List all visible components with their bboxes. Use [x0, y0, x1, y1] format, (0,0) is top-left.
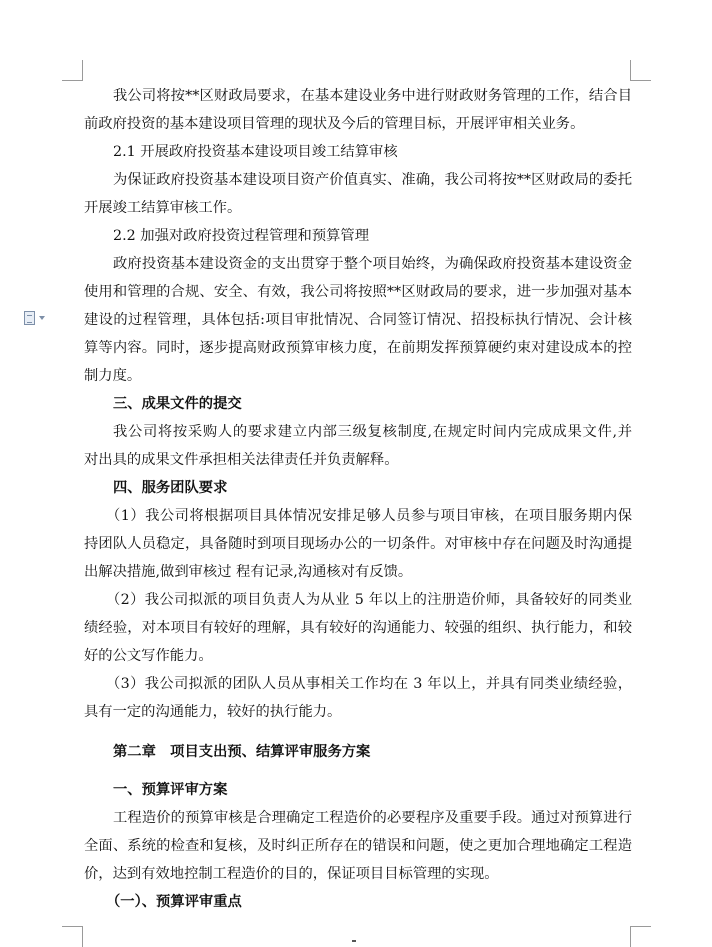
body-text-line: 价，达到有效地控制工程造价的目的，保证项目目标管理的实现。: [84, 866, 499, 882]
body-text-line: 对出具的成果文件承担相关法律责任并负责解释。: [84, 452, 399, 468]
section-heading-1: 一、预算评审方案: [113, 782, 228, 798]
body-text-line: 政府投资基本建设资金的支出贯穿于整个项目始终，为确保政府投资基本建设资金: [113, 256, 632, 272]
body-text-line: 算等内容。同时，逐步提高财政预算审核力度，在前期发挥预算硬约束对建设成本的控: [84, 340, 632, 356]
subsection-heading: （一）、预算评审重点: [106, 894, 242, 910]
body-text-line: 我公司将按**区财政局要求，在基本建设业务中进行财政财务管理的工作，结合目: [113, 88, 632, 104]
section-heading-2-2: 2.2 加强对政府投资过程管理和预算管理: [113, 228, 370, 244]
chapter-title: 第二章 项目支出预、结算评审服务方案: [113, 744, 371, 760]
chevron-down-icon: [39, 316, 45, 320]
section-heading-3: 三、成果文件的提交: [113, 396, 242, 412]
section-heading-2-1: 2.1 开展政府投资基本建设项目竣工结算审核: [113, 144, 398, 160]
page-corner-mark-top-left: [62, 60, 83, 81]
body-text-line: 为保证政府投资基本建设项目资产价值真实、准确，我公司将按**区财政局的委托: [113, 172, 632, 188]
body-text-line: 前政府投资的基本建设项目管理的现状及今后的管理目标，开展评审相关业务。: [84, 116, 585, 132]
body-text-line: 好的公文写作能力。: [84, 648, 213, 664]
body-text-line: 全面、系统的检查和复核，及时纠正所存在的错误和问题，使之更加合理地确定工程造: [84, 838, 632, 854]
section-heading-4: 四、服务团队要求: [113, 480, 228, 496]
body-text-line: 具有一定的沟通能力，较好的执行能力。: [84, 704, 342, 720]
body-text-line: 我公司将按采购人的要求建立内部三级复核制度,在规定时间内完成成果文件,并: [113, 424, 632, 440]
body-text-line: （2）我公司拟派的项目负责人为从业 5 年以上的注册造价师，具备较好的同类业: [106, 592, 632, 608]
body-text-line: 持团队人员稳定，具备随时到项目现场办公的一切条件。对审核中存在问题及时沟通提: [84, 536, 632, 552]
body-text-line: 开展竣工结算审核工作。: [84, 200, 242, 216]
body-text-line: 建设的过程管理，具体包括:项目审批情况、合同签订情况、招投标执行情况、会计核: [84, 312, 632, 328]
page-corner-mark-top-right: [630, 60, 651, 81]
page-corner-mark-bottom-right: [630, 926, 651, 947]
body-text-line: 使用和管理的合规、安全、有效，我公司将按照**区财政局的要求，进一步加强对基本: [84, 284, 632, 300]
paragraph-options-button[interactable]: [24, 311, 50, 327]
page-corner-mark-bottom-left: [62, 926, 83, 947]
body-text-line: （1）我公司将根据项目具体情况安排足够人员参与项目审核，在项目服务期内保: [106, 508, 632, 524]
body-text-line: 绩经验，对本项目有较好的理解，具有较好的沟通能力、较强的组织、执行能力，和较: [84, 620, 632, 636]
body-text-line: 出解决措施,做到审核过 程有记录,沟通核对有反馈。: [84, 564, 413, 580]
body-text-line: （3）我公司拟派的团队人员从事相关工作均在 3 年以上，并具有同类业绩经验，: [106, 676, 632, 692]
page-footer-mark: [352, 940, 356, 942]
body-text-line: 制力度。: [84, 368, 142, 384]
body-text-line: 工程造价的预算审核是合理确定工程造价的必要程序及重要手段。通过对预算进行: [113, 810, 632, 826]
document-icon: [24, 311, 35, 325]
